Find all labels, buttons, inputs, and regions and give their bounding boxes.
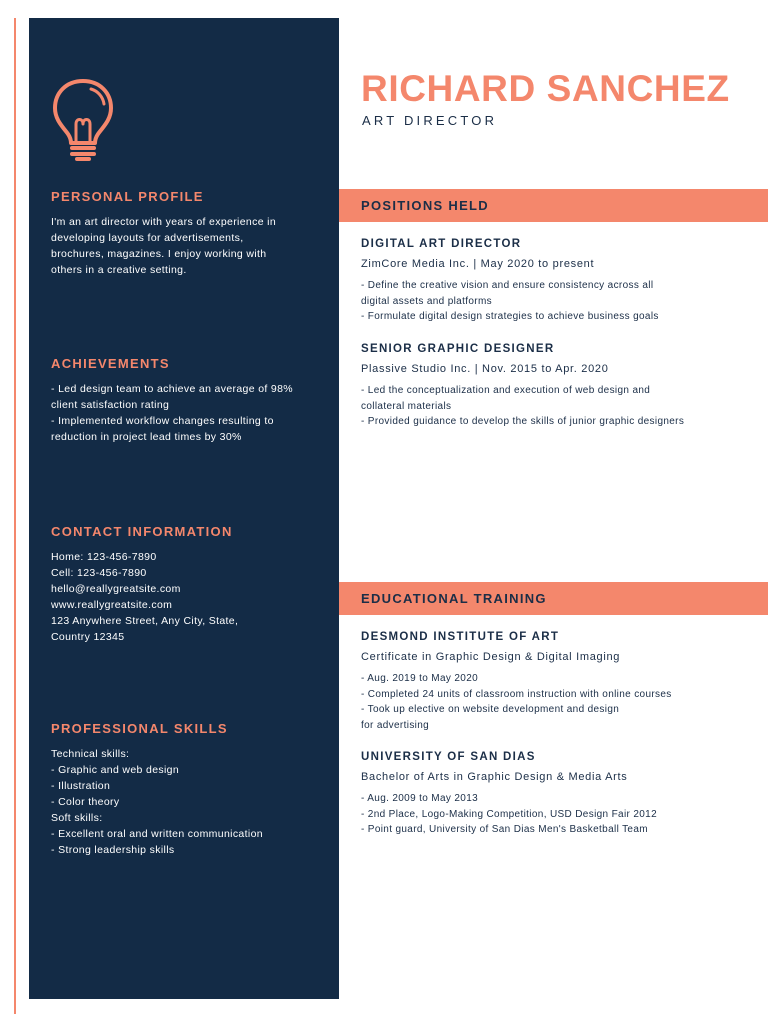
text-line: - Color theory bbox=[51, 796, 120, 808]
address-line: Country 12345 bbox=[51, 631, 125, 643]
bullet-line: - Aug. 2019 to May 2020 bbox=[361, 673, 479, 684]
contact-heading: CONTACT INFORMATION bbox=[51, 524, 233, 539]
text-line: developing layouts for advertisements, bbox=[51, 232, 244, 244]
personal-profile-section bbox=[51, 189, 321, 278]
bullet-line: - Point guard, University of San Dias Men's Basketball Team bbox=[361, 824, 648, 835]
cell-phone: Cell: 123-456-7890 bbox=[51, 567, 147, 579]
degree-name: Bachelor of Arts in Graphic Design & Media Arts bbox=[361, 771, 628, 783]
position-entry bbox=[361, 343, 751, 430]
bullet-line: - Formulate digital design strategies to achieve business goals bbox=[361, 311, 659, 322]
achievements-section bbox=[51, 356, 321, 445]
text-line: - Illustration bbox=[51, 780, 111, 792]
text-line: - Strong leadership skills bbox=[51, 844, 175, 856]
bullet-line: - 2nd Place, Logo-Making Competition, USD Design Fair 2012 bbox=[361, 808, 657, 820]
education-details bbox=[361, 671, 751, 733]
education-heading: EDUCATIONAL TRAINING bbox=[361, 591, 547, 606]
position-entry bbox=[361, 238, 751, 325]
accent-line bbox=[14, 18, 16, 1014]
position-duties bbox=[361, 278, 751, 325]
text-line: client satisfaction rating bbox=[51, 399, 170, 411]
contact-section bbox=[51, 524, 321, 645]
text-line: Technical skills: bbox=[51, 748, 130, 760]
personal-profile-heading: PERSONAL PROFILE bbox=[51, 189, 204, 204]
education-details bbox=[361, 791, 751, 838]
school-name: UNIVERSITY OF SAN DIAS bbox=[361, 751, 536, 763]
home-phone: Home: 123-456-7890 bbox=[51, 551, 157, 563]
skills-heading: PROFESSIONAL SKILLS bbox=[51, 721, 228, 736]
candidate-name: RICHARD SANCHEZ bbox=[361, 68, 730, 109]
text-line: reduction in project lead times by 30% bbox=[51, 431, 242, 443]
bullet-line: - Took up elective on website development and design bbox=[361, 704, 620, 715]
text-line: brochures, magazines. I enjoy working with bbox=[51, 248, 267, 260]
text-line: - Led design team to achieve an average of 98% bbox=[51, 383, 293, 395]
bullet-line: - Led the conceptualization and execution of web design and bbox=[361, 385, 651, 396]
candidate-role: ART DIRECTOR bbox=[362, 113, 498, 128]
contact-text bbox=[51, 549, 321, 645]
text-line: others in a creative setting. bbox=[51, 264, 187, 276]
position-title: SENIOR GRAPHIC DESIGNER bbox=[361, 343, 555, 355]
positions-heading: POSITIONS HELD bbox=[361, 198, 489, 213]
website: www.reallygreatsite.com bbox=[51, 599, 173, 611]
position-company: ZimCore Media Inc. | May 2020 to present bbox=[361, 258, 595, 270]
education-heading-bar bbox=[339, 582, 768, 615]
degree-name: Certificate in Graphic Design & Digital Imaging bbox=[361, 651, 621, 663]
school-name: DESMOND INSTITUTE OF ART bbox=[361, 631, 560, 643]
positions-heading-bar bbox=[339, 189, 768, 222]
text-line: - Implemented workflow changes resulting to bbox=[51, 415, 274, 427]
skills-section bbox=[51, 721, 321, 858]
address-line: 123 Anywhere Street, Any City, State, bbox=[51, 615, 239, 627]
position-company: Plassive Studio Inc. | Nov. 2015 to Apr. 2020 bbox=[361, 363, 609, 375]
text-line: - Graphic and web design bbox=[51, 764, 180, 776]
achievements-heading: ACHIEVEMENTS bbox=[51, 356, 170, 371]
bullet-line: digital assets and platforms bbox=[361, 295, 492, 307]
lightbulb-icon bbox=[51, 76, 115, 162]
position-duties bbox=[361, 383, 751, 430]
bullet-line: - Aug. 2009 to May 2013 bbox=[361, 793, 479, 804]
sidebar bbox=[29, 18, 339, 999]
text-line: I'm an art director with years of experience in bbox=[51, 216, 277, 228]
bullet-line: - Provided guidance to develop the skills of junior graphic designers bbox=[361, 416, 685, 427]
skills-text bbox=[51, 746, 321, 858]
achievements-text bbox=[51, 381, 321, 445]
position-title: DIGITAL ART DIRECTOR bbox=[361, 238, 522, 250]
education-entry bbox=[361, 631, 751, 733]
text-line: - Excellent oral and written communication bbox=[51, 828, 263, 840]
education-entry bbox=[361, 751, 751, 838]
bullet-line: for advertising bbox=[361, 719, 430, 731]
email: hello@reallygreatsite.com bbox=[51, 583, 181, 595]
text-line: Soft skills: bbox=[51, 812, 103, 824]
bullet-line: - Define the creative vision and ensure consistency across all bbox=[361, 280, 654, 291]
bullet-line: - Completed 24 units of classroom instruction with online courses bbox=[361, 688, 672, 700]
personal-profile-text bbox=[51, 214, 321, 278]
bullet-line: collateral materials bbox=[361, 400, 452, 412]
